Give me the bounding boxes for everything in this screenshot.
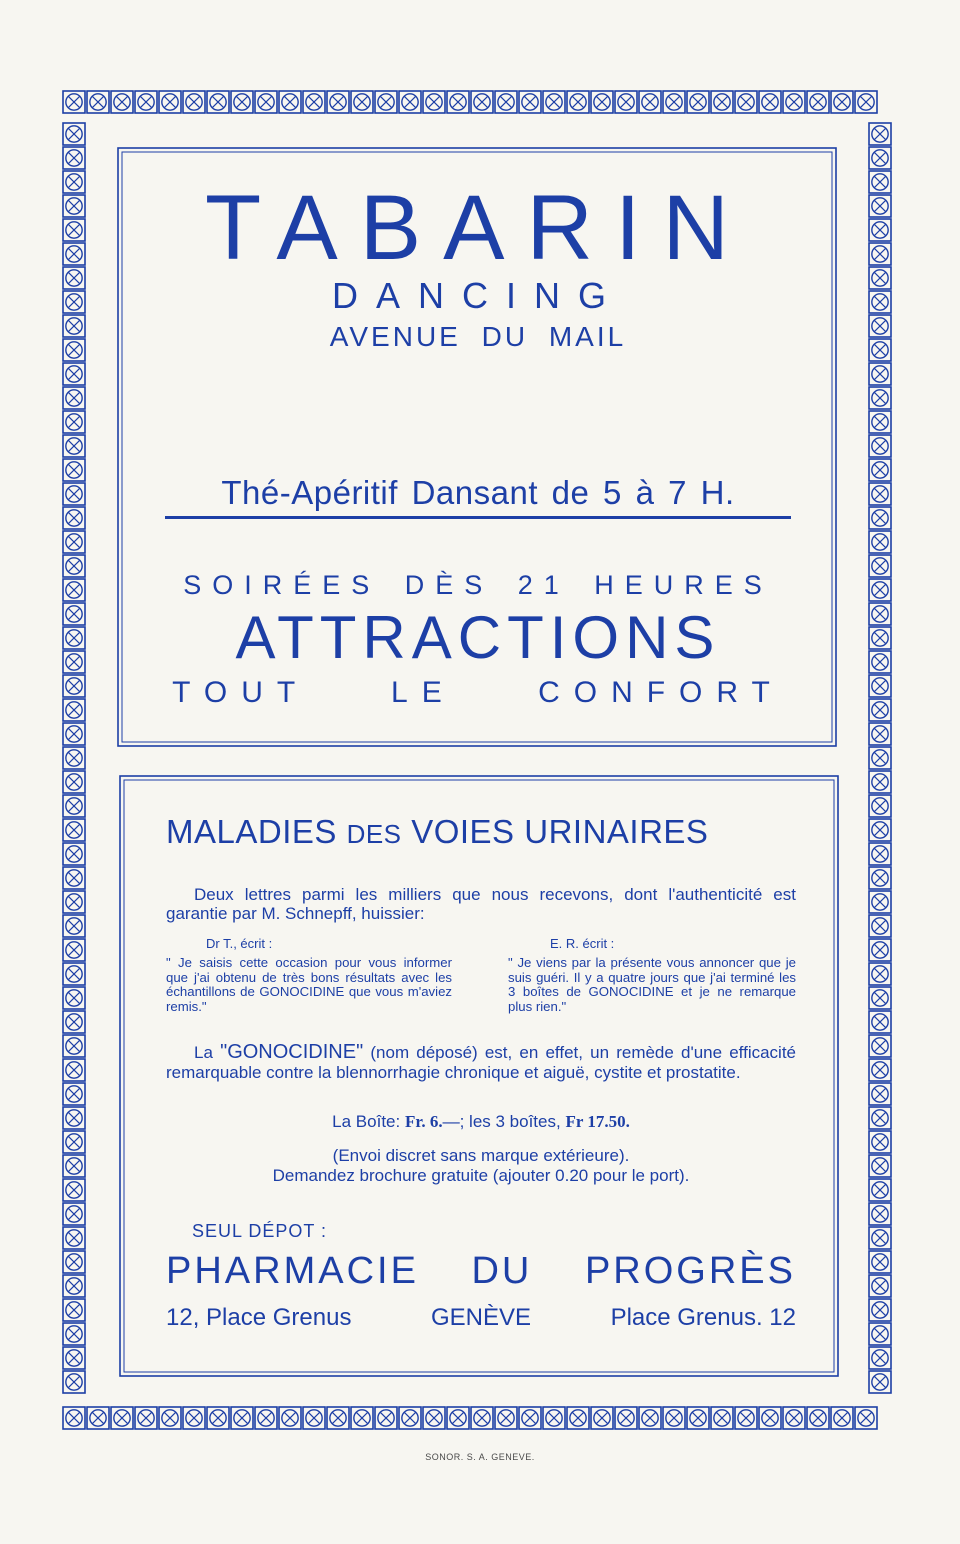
border-left-cross-circle-icon xyxy=(63,867,85,889)
border-top-cross-circle-icon xyxy=(87,91,109,113)
pharmacy-address xyxy=(166,1306,796,1330)
border-top-cross-circle-icon xyxy=(687,91,709,113)
border-bottom-cross-circle-icon xyxy=(447,1407,469,1429)
border-left-cross-circle-icon xyxy=(63,267,85,289)
border-right-cross-circle-icon xyxy=(869,603,891,625)
product-name: "GONOCIDINE" xyxy=(220,1041,364,1063)
border-bottom-cross-circle-icon xyxy=(783,1407,805,1429)
border-left-cross-circle-icon xyxy=(63,891,85,913)
border-top-cross-circle-icon xyxy=(399,91,421,113)
border-bottom-cross-circle-icon xyxy=(807,1407,829,1429)
border-top-cross-circle-icon xyxy=(855,91,877,113)
border-bottom-cross-circle-icon xyxy=(303,1407,325,1429)
border-right-cross-circle-icon xyxy=(869,267,891,289)
tabarin-subtitle: DANCING xyxy=(331,275,624,316)
border-top-cross-circle-icon xyxy=(735,91,757,113)
border-top-cross-circle-icon xyxy=(807,91,829,113)
border-top-cross-circle-icon xyxy=(255,91,277,113)
border-left-cross-circle-icon xyxy=(63,531,85,553)
border-bottom-cross-circle-icon xyxy=(855,1407,877,1429)
product-prefix: La xyxy=(194,1043,213,1062)
border-right-cross-circle-icon xyxy=(869,699,891,721)
border-left-cross-circle-icon xyxy=(63,147,85,169)
border-right-cross-circle-icon xyxy=(869,387,891,409)
border-left-cross-circle-icon xyxy=(63,315,85,337)
border-top-cross-circle-icon xyxy=(447,91,469,113)
border-left-cross-circle-icon xyxy=(63,1347,85,1369)
ad-price-line xyxy=(166,1112,796,1132)
ad-heading xyxy=(166,815,796,848)
tabarin-confort: TOUT LE CONFORT xyxy=(172,676,784,709)
border-top-cross-circle-icon xyxy=(615,91,637,113)
border-right-cross-circle-icon xyxy=(869,171,891,193)
address-city: GENÈVE xyxy=(430,1304,532,1331)
border-left-cross-circle-icon xyxy=(63,243,85,265)
border-left-cross-circle-icon xyxy=(63,195,85,217)
letter-left-text: " Je saisis cette occasion pour vous informer que j'ai obtenu de très bons résultats avec les échantillons de GONOCIDINE que vous m'aviez remis." xyxy=(166,955,452,1014)
border-left-cross-circle-icon xyxy=(63,1155,85,1177)
border-left-cross-circle-icon xyxy=(63,963,85,985)
border-bottom-cross-circle-icon xyxy=(279,1407,301,1429)
border-top-cross-circle-icon xyxy=(159,91,181,113)
border-bottom-cross-circle-icon xyxy=(159,1407,181,1429)
tabarin-address: AVENUE DU MAIL xyxy=(329,321,627,352)
border-right-cross-circle-icon xyxy=(869,771,891,793)
letter-left-author: Dr T., écrit : xyxy=(206,936,273,951)
border-bottom-cross-circle-icon xyxy=(711,1407,733,1429)
border-top-cross-circle-icon xyxy=(279,91,301,113)
border-left-cross-circle-icon xyxy=(63,1203,85,1225)
border-top-cross-circle-icon xyxy=(63,91,85,113)
border-right-cross-circle-icon xyxy=(869,675,891,697)
border-top-cross-circle-icon xyxy=(663,91,685,113)
tabarin-title: TABARIN xyxy=(205,177,751,279)
border-left-cross-circle-icon xyxy=(63,1179,85,1201)
border-bottom-cross-circle-icon xyxy=(639,1407,661,1429)
border-right-cross-circle-icon xyxy=(869,435,891,457)
shipping-note: (Envoi discret sans marque extérieure). xyxy=(332,1146,630,1165)
ad-product-paragraph xyxy=(166,1042,796,1083)
border-left-cross-circle-icon xyxy=(63,651,85,673)
border-right-cross-circle-icon xyxy=(869,459,891,481)
border-top-cross-circle-icon xyxy=(831,91,853,113)
border-right-cross-circle-icon xyxy=(869,1371,891,1393)
border-bottom-cross-circle-icon xyxy=(231,1407,253,1429)
border-bottom-cross-circle-icon xyxy=(519,1407,541,1429)
border-bottom-cross-circle-icon xyxy=(543,1407,565,1429)
border-bottom-cross-circle-icon xyxy=(135,1407,157,1429)
border-top-cross-circle-icon xyxy=(639,91,661,113)
tabarin-tea-dance: Thé-Apéritif Dansant de 5 à 7 H. xyxy=(221,474,735,511)
border-top-cross-circle-icon xyxy=(183,91,205,113)
border-bottom-cross-circle-icon xyxy=(327,1407,349,1429)
letter-right-author: E. R. écrit : xyxy=(550,936,615,951)
border-right-cross-circle-icon xyxy=(869,1107,891,1129)
border-top-cross-circle-icon xyxy=(423,91,445,113)
border-right-cross-circle-icon xyxy=(869,819,891,841)
border-right-cross-circle-icon xyxy=(869,579,891,601)
border-top-cross-circle-icon xyxy=(231,91,253,113)
border-left-cross-circle-icon xyxy=(63,1107,85,1129)
border-right-cross-circle-icon xyxy=(869,411,891,433)
border-bottom-cross-circle-icon xyxy=(375,1407,397,1429)
border-right-cross-circle-icon xyxy=(869,243,891,265)
border-top-cross-circle-icon xyxy=(135,91,157,113)
border-left-cross-circle-icon xyxy=(63,987,85,1009)
border-right-cross-circle-icon xyxy=(869,651,891,673)
border-left-cross-circle-icon xyxy=(63,819,85,841)
border-left-cross-circle-icon xyxy=(63,1131,85,1153)
ad-intro: Deux lettres parmi les milliers que nous recevons, dont l'authenticité est garantie par M. Schnepff, huissier: xyxy=(166,885,796,923)
border-top-cross-circle-icon xyxy=(519,91,541,113)
border-top-cross-circle-icon xyxy=(471,91,493,113)
border-bottom-cross-circle-icon xyxy=(471,1407,493,1429)
ad-shipping-note xyxy=(166,1146,796,1186)
border-top-cross-circle-icon xyxy=(111,91,133,113)
border-right-cross-circle-icon xyxy=(869,219,891,241)
letter-right-text: " Je viens par la présente vous annoncer que je suis guéri. Il y a quatre jours que j'ai terminé les 3 boîtes de GONOCIDINE et je ne remarque plus rien." xyxy=(508,955,796,1014)
border-left-cross-circle-icon xyxy=(63,1011,85,1033)
border-right-cross-circle-icon xyxy=(869,1059,891,1081)
border-left-cross-circle-icon xyxy=(63,1083,85,1105)
border-top-cross-circle-icon xyxy=(207,91,229,113)
border-right-cross-circle-icon xyxy=(869,1131,891,1153)
border-right-cross-circle-icon xyxy=(869,1323,891,1345)
border-right-cross-circle-icon xyxy=(869,987,891,1009)
border-bottom-cross-circle-icon xyxy=(111,1407,133,1429)
price-label-2: ; les 3 boîtes, xyxy=(459,1112,561,1131)
border-left-cross-circle-icon xyxy=(63,171,85,193)
border-right-cross-circle-icon xyxy=(869,339,891,361)
border-bottom-cross-circle-icon xyxy=(399,1407,421,1429)
tabarin-soirees: SOIRÉES DÈS 21 HEURES xyxy=(183,570,773,600)
price-value-2: Fr 17.50. xyxy=(565,1112,630,1131)
border-left-cross-circle-icon xyxy=(63,291,85,313)
brochure-note: Demandez brochure gratuite (ajouter 0.20 pour le port). xyxy=(272,1166,690,1185)
product-text: (nom déposé) est, en effet, un remède d'une efficacité remarquable contre la blennorrhagie chronique et aiguë, cystite et prostatite. xyxy=(166,1043,796,1082)
tabarin-attractions: ATTRACTIONS xyxy=(235,604,721,671)
border-top-cross-circle-icon xyxy=(759,91,781,113)
tea-underline xyxy=(165,516,791,519)
border-right-cross-circle-icon xyxy=(869,483,891,505)
border-left-cross-circle-icon xyxy=(63,1227,85,1249)
price-label-1: La Boîte: xyxy=(332,1112,401,1131)
ad-heading-part-2: DES xyxy=(346,819,402,849)
border-bottom-cross-circle-icon xyxy=(591,1407,613,1429)
border-right-cross-circle-icon xyxy=(869,891,891,913)
border-left-cross-circle-icon xyxy=(63,747,85,769)
border-right-cross-circle-icon xyxy=(869,1083,891,1105)
border-bottom-cross-circle-icon xyxy=(567,1407,589,1429)
border-top-cross-circle-icon xyxy=(303,91,325,113)
ad-heading-part-3: VOIES URINAIRES xyxy=(411,813,709,850)
border-right-cross-circle-icon xyxy=(869,795,891,817)
border-left-cross-circle-icon xyxy=(63,363,85,385)
address-left: 12, Place Grenus xyxy=(166,1304,352,1331)
border-right-cross-circle-icon xyxy=(869,1347,891,1369)
border-right-cross-circle-icon xyxy=(869,1155,891,1177)
pharmacy-name-part-2: DU xyxy=(471,1250,533,1292)
border-right-cross-circle-icon xyxy=(869,1035,891,1057)
border-right-cross-circle-icon xyxy=(869,291,891,313)
border-bottom-cross-circle-icon xyxy=(351,1407,373,1429)
border-right-cross-circle-icon xyxy=(869,843,891,865)
border-left-cross-circle-icon xyxy=(63,627,85,649)
border-bottom-cross-circle-icon xyxy=(735,1407,757,1429)
border-left-cross-circle-icon xyxy=(63,339,85,361)
border-right-cross-circle-icon xyxy=(869,1299,891,1321)
border-left-cross-circle-icon xyxy=(63,1323,85,1345)
border-left-cross-circle-icon xyxy=(63,699,85,721)
border-left-cross-circle-icon xyxy=(63,123,85,145)
border-right-cross-circle-icon xyxy=(869,963,891,985)
border-left-cross-circle-icon xyxy=(63,483,85,505)
border-right-cross-circle-icon xyxy=(869,1203,891,1225)
border-left-cross-circle-icon xyxy=(63,771,85,793)
border-right-cross-circle-icon xyxy=(869,363,891,385)
border-right-cross-circle-icon xyxy=(869,1275,891,1297)
pharmacy-name-part-1: PHARMACIE xyxy=(166,1250,419,1292)
ad-heading-part-1: MALADIES xyxy=(166,813,337,850)
border-right-cross-circle-icon xyxy=(869,1227,891,1249)
price-value-1: Fr. 6.— xyxy=(404,1112,460,1131)
border-left-cross-circle-icon xyxy=(63,1299,85,1321)
border-bottom-cross-circle-icon xyxy=(831,1407,853,1429)
border-right-cross-circle-icon xyxy=(869,315,891,337)
border-left-cross-circle-icon xyxy=(63,411,85,433)
border-top-cross-circle-icon xyxy=(567,91,589,113)
border-left-cross-circle-icon xyxy=(63,387,85,409)
border-left-cross-circle-icon xyxy=(63,555,85,577)
border-bottom-cross-circle-icon xyxy=(63,1407,85,1429)
border-right-cross-circle-icon xyxy=(869,723,891,745)
border-bottom-cross-circle-icon xyxy=(759,1407,781,1429)
border-bottom-cross-circle-icon xyxy=(87,1407,109,1429)
border-right-cross-circle-icon xyxy=(869,867,891,889)
border-right-cross-circle-icon xyxy=(869,747,891,769)
border-right-cross-circle-icon xyxy=(869,555,891,577)
border-right-cross-circle-icon xyxy=(869,195,891,217)
border-left-cross-circle-icon xyxy=(63,435,85,457)
border-top-cross-circle-icon xyxy=(543,91,565,113)
border-left-cross-circle-icon xyxy=(63,939,85,961)
address-right: Place Grenus. 12 xyxy=(610,1304,796,1331)
border-bottom-cross-circle-icon xyxy=(495,1407,517,1429)
border-bottom-cross-circle-icon xyxy=(423,1407,445,1429)
border-left-cross-circle-icon xyxy=(63,459,85,481)
printer-credit: SONOR. S. A. GENEVE. xyxy=(425,1452,535,1462)
border-top-cross-circle-icon xyxy=(591,91,613,113)
border-left-cross-circle-icon xyxy=(63,507,85,529)
border-left-cross-circle-icon xyxy=(63,675,85,697)
border-right-cross-circle-icon xyxy=(869,627,891,649)
border-bottom-cross-circle-icon xyxy=(183,1407,205,1429)
border-bottom-cross-circle-icon xyxy=(687,1407,709,1429)
border-left-cross-circle-icon xyxy=(63,603,85,625)
border-top-cross-circle-icon xyxy=(351,91,373,113)
border-left-cross-circle-icon xyxy=(63,579,85,601)
border-right-cross-circle-icon xyxy=(869,939,891,961)
border-left-cross-circle-icon xyxy=(63,1035,85,1057)
border-top-cross-circle-icon xyxy=(783,91,805,113)
border-top-cross-circle-icon xyxy=(495,91,517,113)
border-left-cross-circle-icon xyxy=(63,843,85,865)
border-right-cross-circle-icon xyxy=(869,147,891,169)
depot-label: SEUL DÉPOT : xyxy=(192,1221,328,1241)
border-left-cross-circle-icon xyxy=(63,915,85,937)
border-right-cross-circle-icon xyxy=(869,507,891,529)
border-left-cross-circle-icon xyxy=(63,1371,85,1393)
border-right-cross-circle-icon xyxy=(869,531,891,553)
border-bottom-cross-circle-icon xyxy=(615,1407,637,1429)
border-left-cross-circle-icon xyxy=(63,1251,85,1273)
border-bottom-cross-circle-icon xyxy=(255,1407,277,1429)
border-left-cross-circle-icon xyxy=(63,795,85,817)
border-left-cross-circle-icon xyxy=(63,723,85,745)
border-right-cross-circle-icon xyxy=(869,1251,891,1273)
border-right-cross-circle-icon xyxy=(869,123,891,145)
border-bottom-cross-circle-icon xyxy=(663,1407,685,1429)
border-left-cross-circle-icon xyxy=(63,219,85,241)
border-top-cross-circle-icon xyxy=(375,91,397,113)
border-right-cross-circle-icon xyxy=(869,1011,891,1033)
pharmacy-name xyxy=(166,1252,796,1290)
border-top-cross-circle-icon xyxy=(327,91,349,113)
border-top-cross-circle-icon xyxy=(711,91,733,113)
border-left-cross-circle-icon xyxy=(63,1059,85,1081)
border-bottom-cross-circle-icon xyxy=(207,1407,229,1429)
border-right-cross-circle-icon xyxy=(869,1179,891,1201)
border-left-cross-circle-icon xyxy=(63,1275,85,1297)
pharmacy-name-part-3: PROGRÈS xyxy=(584,1250,796,1292)
border-right-cross-circle-icon xyxy=(869,915,891,937)
